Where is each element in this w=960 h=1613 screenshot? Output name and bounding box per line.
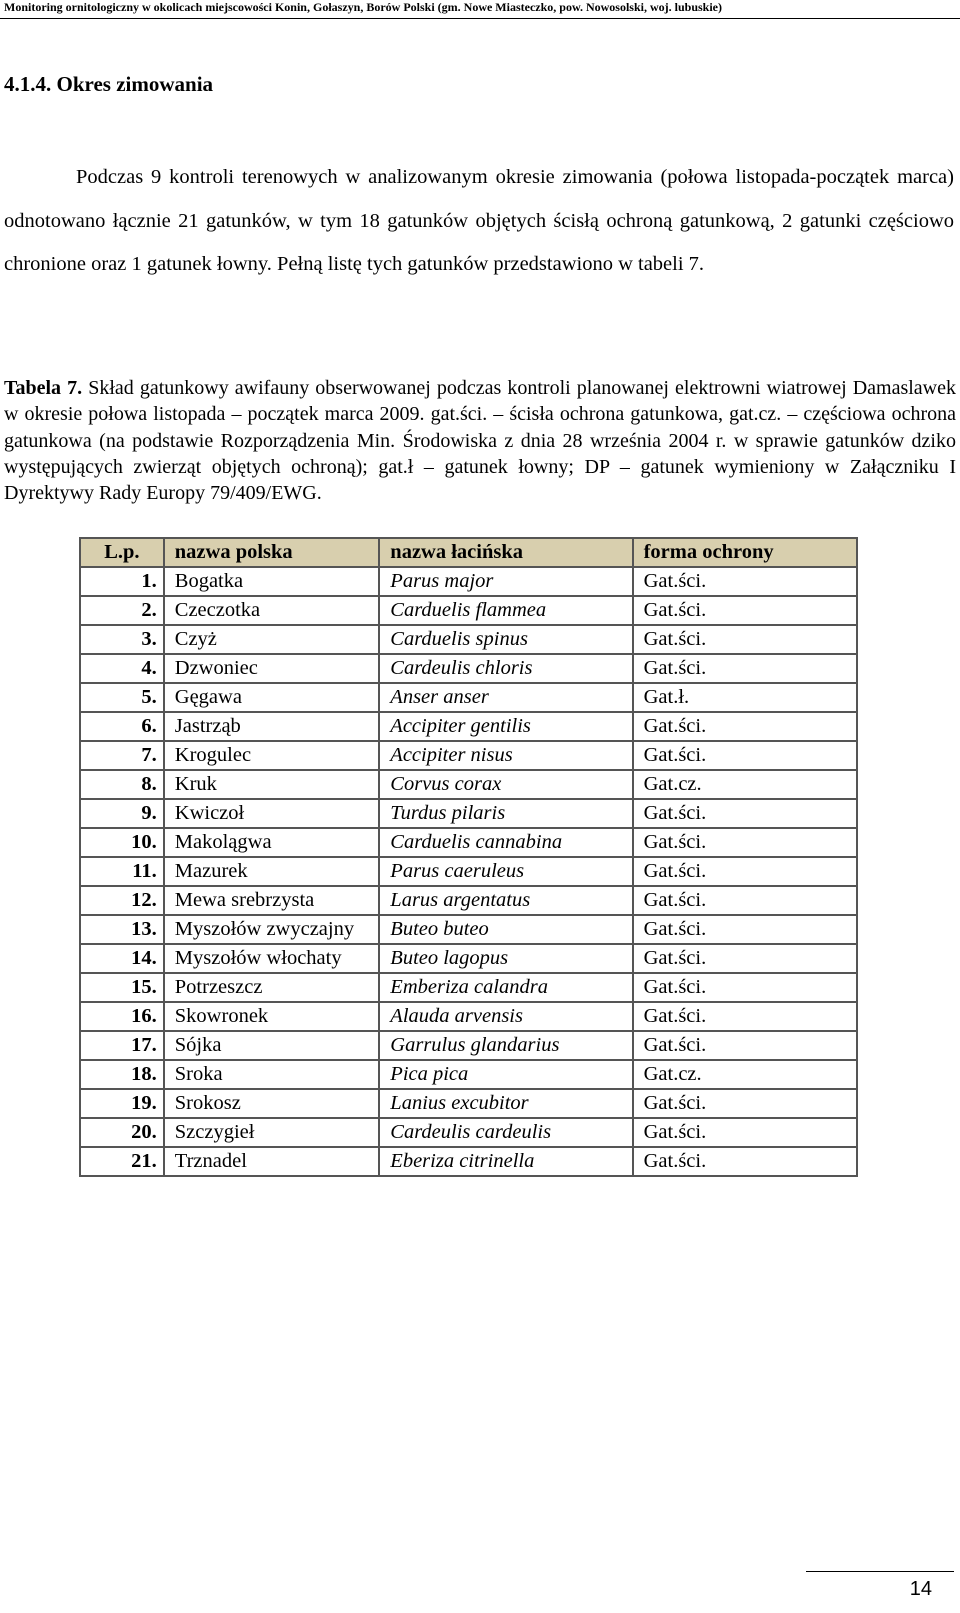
header-polish-name: nazwa polska (164, 538, 380, 567)
table-row (80, 567, 857, 596)
polish-name: Srokosz (164, 1089, 380, 1118)
latin-name: Buteo buteo (379, 915, 632, 944)
polish-name: Makolągwa (164, 828, 380, 857)
row-number: 5. (80, 683, 164, 712)
row-number: 20. (80, 1118, 164, 1147)
polish-name: Gęgawa (164, 683, 380, 712)
latin-name: Carduelis spinus (379, 625, 632, 654)
protection-status: Gat.ści. (633, 625, 857, 654)
table-row (80, 828, 857, 857)
polish-name: Sójka (164, 1031, 380, 1060)
table-row (80, 770, 857, 799)
table-row (80, 712, 857, 741)
table-row (80, 1060, 857, 1089)
protection-status: Gat.ści. (633, 944, 857, 973)
latin-name: Parus caeruleus (379, 857, 632, 886)
row-number: 21. (80, 1147, 164, 1176)
polish-name: Potrzeszcz (164, 973, 380, 1002)
table-row (80, 1118, 857, 1147)
latin-name: Pica pica (379, 1060, 632, 1089)
table-row (80, 915, 857, 944)
polish-name: Krogulec (164, 741, 380, 770)
latin-name: Eberiza citrinella (379, 1147, 632, 1176)
latin-name: Carduelis flammea (379, 596, 632, 625)
running-header: Monitoring ornitologiczny w okolicach miejscowości Konin, Gołaszyn, Borów Polski (gm. Nowe Miasteczko, pow. Nowosolski, woj. lubuskie) (0, 0, 960, 19)
latin-name: Buteo lagopus (379, 944, 632, 973)
protection-status: Gat.ści. (633, 654, 857, 683)
row-number: 7. (80, 741, 164, 770)
latin-name: Alauda arvensis (379, 1002, 632, 1031)
polish-name: Bogatka (164, 567, 380, 596)
latin-name: Parus major (379, 567, 632, 596)
protection-status: Gat.ści. (633, 799, 857, 828)
row-number: 17. (80, 1031, 164, 1060)
polish-name: Szczygieł (164, 1118, 380, 1147)
table-caption (4, 375, 956, 506)
row-number: 2. (80, 596, 164, 625)
latin-name: Accipiter gentilis (379, 712, 632, 741)
row-number: 18. (80, 1060, 164, 1089)
table-caption-label: Tabela 7. (4, 377, 83, 399)
row-number: 9. (80, 799, 164, 828)
row-number: 11. (80, 857, 164, 886)
latin-name: Lanius excubitor (379, 1089, 632, 1118)
protection-status: Gat.ści. (633, 741, 857, 770)
row-number: 13. (80, 915, 164, 944)
table-row (80, 886, 857, 915)
protection-status: Gat.ści. (633, 596, 857, 625)
table-row (80, 596, 857, 625)
table-row (80, 1031, 857, 1060)
row-number: 4. (80, 654, 164, 683)
table-row (80, 857, 857, 886)
table-row (80, 799, 857, 828)
row-number: 14. (80, 944, 164, 973)
row-number: 15. (80, 973, 164, 1002)
protection-status: Gat.cz. (633, 770, 857, 799)
row-number: 3. (80, 625, 164, 654)
polish-name: Kwiczoł (164, 799, 380, 828)
row-number: 1. (80, 567, 164, 596)
table-header-row (80, 538, 857, 567)
protection-status: Gat.ści. (633, 1089, 857, 1118)
table-caption-text: Skład gatunkowy awifauny obserwowanej podczas kontroli planowanej elektrowni wiatrowej Damaslawek w okresie połowa listopada – początek marca 2009. gat.ści. – ścisła ochrona gatunkowa, gat.cz. – częściowa ochrona gatunkowa (na podstawie Rozporządzenia Min. Środowiska z dnia 28 września 2004 r. w sprawie gatunków dziko występujących zwierząt objętych ochroną); gat.ł – gatunek łowny; DP – gatunek wymieniony w Załączniku I Dyrektywy Rady Europy 79/409/EWG. (4, 377, 956, 505)
protection-status: Gat.ści. (633, 915, 857, 944)
protection-status: Gat.ści. (633, 1031, 857, 1060)
table-row (80, 1002, 857, 1031)
latin-name: Larus argentatus (379, 886, 632, 915)
protection-status: Gat.ści. (633, 1002, 857, 1031)
section-title: 4.1.4. Okres zimowania (4, 72, 214, 96)
latin-name: Cardeulis cardeulis (379, 1118, 632, 1147)
polish-name: Myszołów włochaty (164, 944, 380, 973)
header-lp: L.p. (80, 538, 164, 567)
table-row (80, 741, 857, 770)
row-number: 12. (80, 886, 164, 915)
protection-status: Gat.ści. (633, 857, 857, 886)
polish-name: Dzwoniec (164, 654, 380, 683)
header-latin-name: nazwa łacińska (379, 538, 632, 567)
latin-name: Emberiza calandra (379, 973, 632, 1002)
latin-name: Carduelis cannabina (379, 828, 632, 857)
row-number: 16. (80, 1002, 164, 1031)
table-row (80, 1147, 857, 1176)
protection-status: Gat.cz. (633, 1060, 857, 1089)
table-row (80, 625, 857, 654)
header-protection: forma ochrony (633, 538, 857, 567)
table-row (80, 683, 857, 712)
polish-name: Mewa srebrzysta (164, 886, 380, 915)
table-row (80, 1089, 857, 1118)
table-row (80, 944, 857, 973)
protection-status: Gat.ści. (633, 886, 857, 915)
polish-name: Sroka (164, 1060, 380, 1089)
latin-name: Anser anser (379, 683, 632, 712)
species-table (79, 537, 858, 1177)
body-paragraph: Podczas 9 kontroli terenowych w analizowanym okresie zimowania (połowa listopada-początek marca) odnotowano łącznie 21 gatunków, w tym 18 gatunków objętych ścisłą ochroną gatunkową, 2 gatunki częściowo chronione oraz 1 gatunek łowny. Pełną listę tych gatunków przedstawiono w tabeli 7. (4, 166, 954, 275)
protection-status: Gat.ści. (633, 828, 857, 857)
row-number: 10. (80, 828, 164, 857)
latin-name: Corvus corax (379, 770, 632, 799)
row-number: 6. (80, 712, 164, 741)
row-number: 8. (80, 770, 164, 799)
polish-name: Kruk (164, 770, 380, 799)
protection-status: Gat.ści. (633, 973, 857, 1002)
table-row (80, 973, 857, 1002)
species-table-body (80, 567, 857, 1176)
protection-status: Gat.ści. (633, 712, 857, 741)
polish-name: Czyż (164, 625, 380, 654)
protection-status: Gat.ł. (633, 683, 857, 712)
polish-name: Jastrząb (164, 712, 380, 741)
latin-name: Garrulus glandarius (379, 1031, 632, 1060)
table-row (80, 654, 857, 683)
protection-status: Gat.ści. (633, 1147, 857, 1176)
polish-name: Czeczotka (164, 596, 380, 625)
polish-name: Myszołów zwyczajny (164, 915, 380, 944)
latin-name: Turdus pilaris (379, 799, 632, 828)
row-number: 19. (80, 1089, 164, 1118)
polish-name: Skowronek (164, 1002, 380, 1031)
polish-name: Trznadel (164, 1147, 380, 1176)
polish-name: Mazurek (164, 857, 380, 886)
latin-name: Accipiter nisus (379, 741, 632, 770)
page-number: 14 (909, 1578, 932, 1600)
footer-rule (806, 1571, 954, 1572)
latin-name: Cardeulis chloris (379, 654, 632, 683)
protection-status: Gat.ści. (633, 1118, 857, 1147)
protection-status: Gat.ści. (633, 567, 857, 596)
